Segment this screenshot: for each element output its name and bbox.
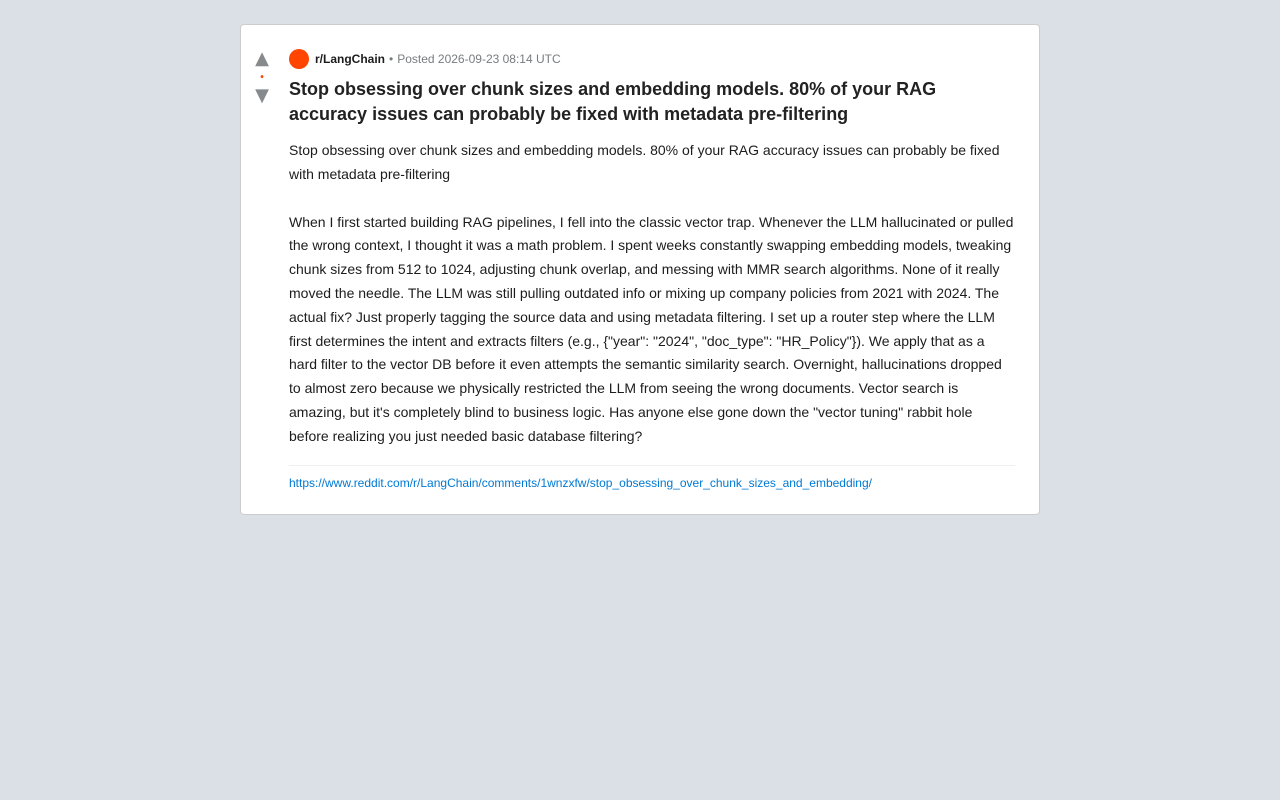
downvote-arrow-icon[interactable]: ▼ xyxy=(255,85,269,106)
vote-score: • xyxy=(260,72,264,83)
post-body xyxy=(289,139,1015,449)
post-timestamp: Posted 2026-09-23 08:14 UTC xyxy=(397,52,561,66)
meta-separator: • xyxy=(389,52,394,66)
post-meta xyxy=(289,49,1015,69)
post-content xyxy=(289,49,1015,491)
post-url-link[interactable]: https://www.reddit.com/r/LangChain/comments/1wnzxfw/stop_obsessing_over_chunk_sizes_and_embedding/ xyxy=(289,475,872,490)
subreddit-link[interactable]: r/LangChain xyxy=(315,52,386,66)
post-body-paragraph: When I first started building RAG pipelines, I fell into the classic vector trap. Whenever the LLM hallucinated or pulled the wrong context, I thought it was a math problem. I spent weeks constantly swapping embedding models, tweaking chunk sizes from 512 to 1024, adjusting chunk overlap, and messing with MMR search algorithms. None of it really moved the needle. The LLM was still pulling outdated info or mixing up company policies from 2021 with 2024. The actual fix? Just properly tagging the source data and using metadata filtering. I set up a router step where the LLM first determines the intent and extracts filters (e.g., {"year": "2024", "doc_type": "HR_Policy"}). We apply that as a hard filter to the vector DB before it even attempts the semantic similarity search. Overnight, hallucinations dropped to almost zero because we physically restricted the LLM from seeing the wrong documents. Vector search is amazing, but it's completely blind to business logic. Has anyone else gone down the "vector tuning" rabbit hole before realizing you just needed basic database filtering? xyxy=(289,213,1014,444)
vote-column xyxy=(241,49,283,106)
divider xyxy=(289,465,1015,466)
upvote-arrow-icon[interactable]: ▲ xyxy=(255,48,269,69)
post-title[interactable]: Stop obsessing over chunk sizes and embedding models. 80% of your RAG accuracy issues can probably be fixed with metadata pre-filtering xyxy=(289,79,937,124)
post-card xyxy=(240,24,1040,515)
post-body-paragraph: Stop obsessing over chunk sizes and embedding models. 80% of your RAG accuracy issues can probably be fixed with metadata pre-filtering xyxy=(289,142,1000,182)
subreddit-avatar[interactable] xyxy=(289,49,309,69)
